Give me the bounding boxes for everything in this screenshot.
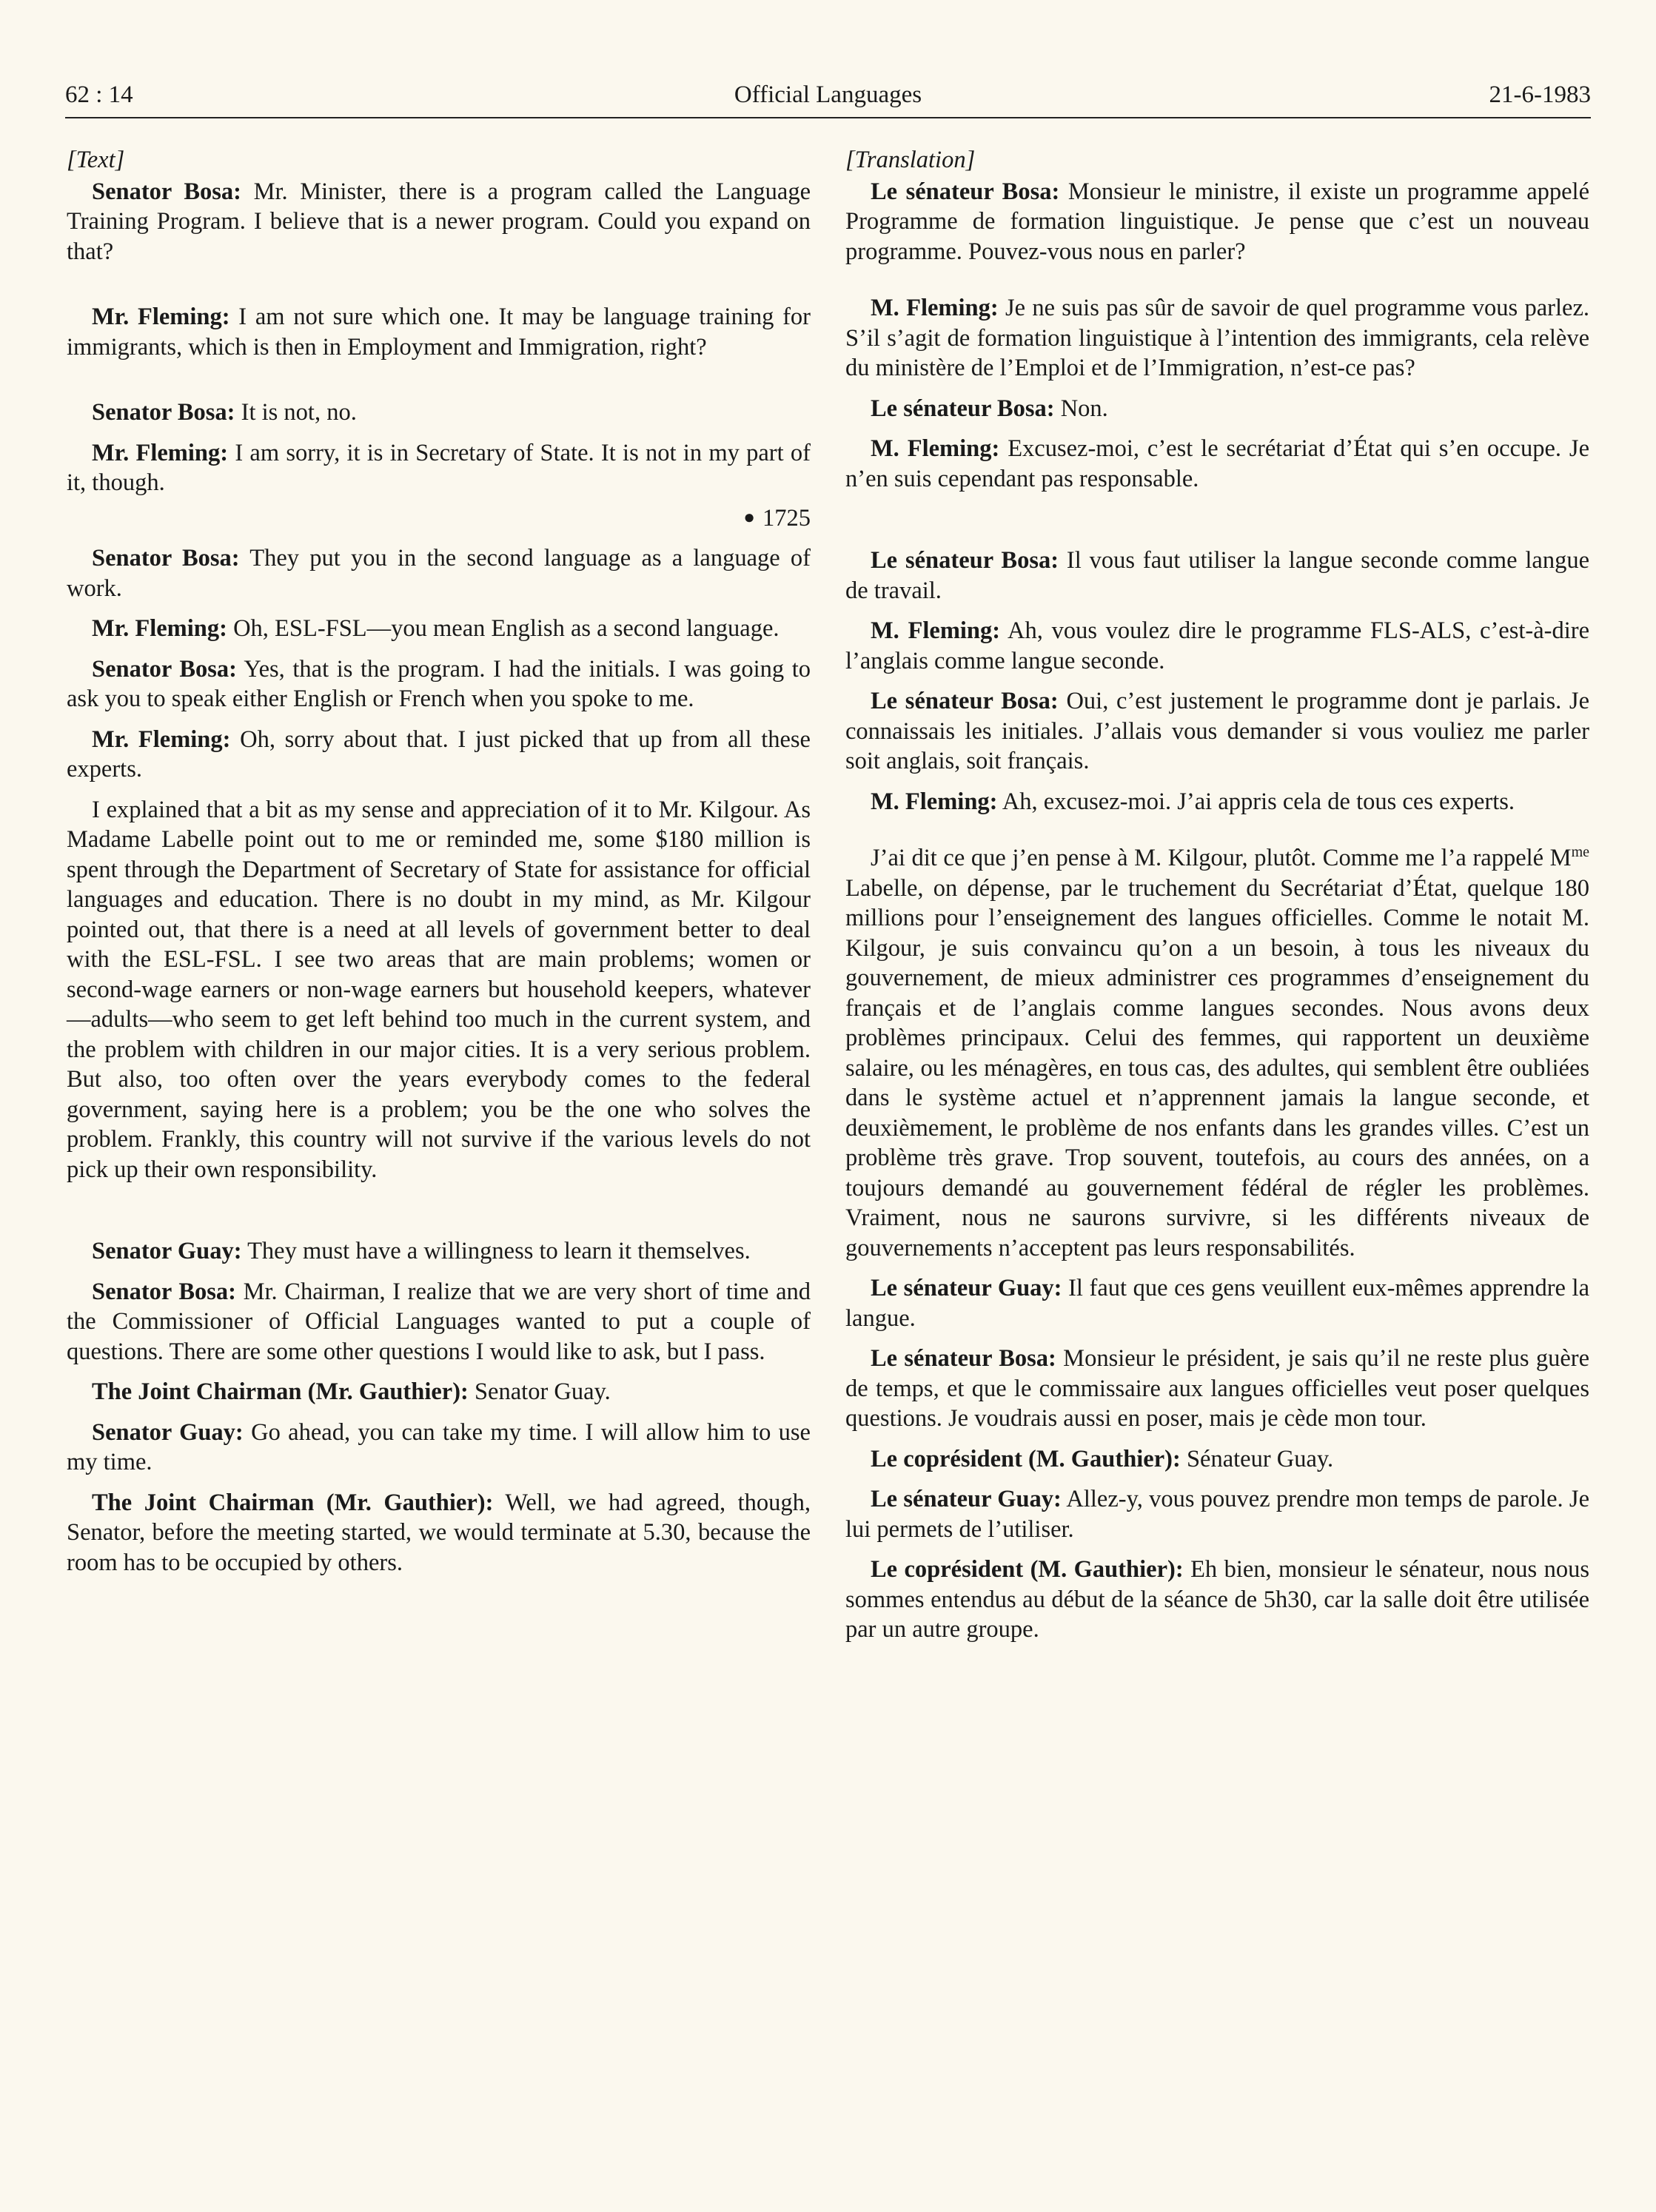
speaker-name: Mr. Fleming: [92, 725, 231, 753]
english-column [67, 145, 811, 1578]
time-marker [67, 503, 811, 534]
transcript-paragraph [845, 1444, 1589, 1475]
speaker-name: Le sénateur Bosa: [871, 178, 1060, 205]
speech-text: Eh bien, monsieur le sénateur, nous nous sommes entendus au début de la séance de 5h30, car la salle doit être utilisée par un autre groupe. [845, 1556, 1589, 1643]
transcript-paragraph [67, 1377, 811, 1407]
transcript-paragraph [845, 546, 1589, 606]
speech-text: J’ai dit ce que j’en pense à M. Kilgour, plutôt. Comme me l’a rappelé M [871, 845, 1572, 871]
speech-text: Monsieur le président, je sais qu’il ne reste plus guère de temps, et que le commissaire aux langues officielles veut poser quelques questions. Je voudrais aussi en poser, mais je cède mon tour. [845, 1345, 1589, 1432]
speaker-name: Le sénateur Bosa: [871, 547, 1059, 574]
speech-text: I am not sure which one. It may be language training for immigrants, which is then in Employment and Immigration, right? [67, 304, 811, 361]
speech-text: Sénateur Guay. [1180, 1445, 1334, 1472]
speaker-name: Le sénateur Guay: [871, 1486, 1062, 1512]
speaker-name: Mr. Fleming: [92, 304, 230, 330]
transcript-paragraph [845, 177, 1589, 267]
transcript-paragraph [67, 1236, 811, 1267]
transcript-paragraph [67, 654, 811, 714]
speaker-name: M. Fleming: [871, 788, 998, 815]
french-column [845, 145, 1589, 1645]
speech-text: Yes, that is the program. I had the initials. I was going to ask you to speak either English or French when you spoke to me. [67, 655, 811, 712]
page-number: 62 : 14 [65, 81, 133, 108]
transcript-paragraph [845, 616, 1589, 676]
transcript-paragraph [845, 787, 1589, 817]
superscript-abbrev: me [1571, 844, 1589, 861]
speaker-name: Senator Bosa: [92, 545, 240, 572]
speech-text: Go ahead, you can take my time. I will allow him to use my time. [67, 1418, 811, 1475]
transcript-paragraph [67, 398, 811, 428]
transcript-paragraph [845, 1344, 1589, 1434]
speech-text: I explained that a bit as my sense and appreciation of it to Mr. Kilgour. As Madame Labelle point out to me or reminded me, some $180 million is spent through the Department of Secretary of State for assistance for official languages and education. There is no doubt in my mind, as Mr. Kilgour pointed out, that there is a need at all levels of government better to deal with the ESL-FSL. I see two areas that are main problems; women or second-wage earners or non-wage earners but household keepers, whatever—adults—who seem to get left behind too much in the current system, and the problem with children in our major cities. It is a very serious problem. But also, too often over the years everybody comes to the federal government, saying here is a problem; you be the one who solves the problem. Frankly, this country will not survive if the various levels do not pick up their own responsibility. [67, 796, 811, 1183]
speaker-name: Le coprésident (M. Gauthier): [871, 1556, 1184, 1583]
transcript-paragraph [845, 843, 1589, 1263]
speech-text: Oh, sorry about that. I just picked that up from all these experts. [67, 725, 811, 782]
transcript-paragraph [67, 1418, 811, 1478]
speaker-name: M. Fleming: [871, 435, 1000, 462]
transcript-paragraph [67, 177, 811, 267]
time-marker-value: 1725 [762, 504, 811, 532]
speaker-name: Le sénateur Bosa: [871, 1345, 1056, 1372]
speaker-name: Senator Guay: [92, 1238, 242, 1264]
speaker-name: Senator Bosa: [92, 655, 237, 683]
speech-text: It is not, no. [235, 399, 357, 426]
speech-text: Mr. Chairman, I realize that we are very short of time and the Commissioner of Official Languages wanted to put a couple of questions. There are some other questions I would like to ask, but I pass. [67, 1278, 811, 1365]
speaker-name: M. Fleming: [871, 617, 1001, 644]
bullet-icon: ● [743, 506, 755, 528]
speech-text: Il vous faut utiliser la langue seconde comme langue de travail. [845, 547, 1589, 604]
speaker-name: Senator Guay: [92, 1418, 244, 1446]
section-label: [Translation] [845, 147, 976, 173]
speech-text: Mr. Minister, there is a program called the Language Training Program. I believe that is a newer program. Could you expand on that? [67, 178, 811, 265]
speech-text: Monsieur le ministre, il existe un programme appelé Programme de formation linguistique. Je pense que c’est un nouveau programme. Pouvez-vous nous en parler? [845, 178, 1589, 265]
speaker-name: Le sénateur Guay: [871, 1275, 1062, 1301]
transcript-paragraph [67, 1277, 811, 1367]
speech-text: Oh, ESL-FSL—you mean English as a second language. [227, 615, 780, 642]
speech-text: Excusez-moi, c’est le secrétariat d’État qui s’en occupe. Je n’en suis cependant pas responsable. [845, 435, 1589, 492]
page-date: 21-6-1983 [1489, 81, 1591, 108]
speech-text: Oui, c’est justement le programme dont je parlais. Je connaissais les initiales. J’allais vous demander si vous vouliez me parler soit anglais, soit français. [845, 688, 1589, 774]
transcript-paragraph [845, 1555, 1589, 1645]
transcript-paragraph [845, 293, 1589, 383]
transcript-paragraph [845, 394, 1589, 424]
speech-text: Allez-y, vous pouvez prendre mon temps de parole. Je lui permets de l’utiliser. [845, 1486, 1589, 1543]
speech-text: Ah, excusez-moi. J’ai appris cela de tous ces experts. [997, 788, 1515, 815]
running-title: Official Languages [734, 81, 922, 108]
page-header [65, 76, 1591, 118]
transcript-paragraph [67, 1488, 811, 1578]
transcript-paragraph [67, 438, 811, 498]
speaker-name: The Joint Chairman (Mr. Gauthier): [92, 1378, 469, 1405]
speech-text: Well, we had agreed, though, Senator, before the meeting started, we would terminate at 5.30, because the room has to be occupied by others. [67, 1489, 811, 1576]
speaker-name: Mr. Fleming: [92, 615, 227, 642]
speaker-name: Senator Bosa: [92, 1278, 237, 1305]
speaker-name: Senator Bosa: [92, 399, 235, 426]
speech-text: Labelle, on dépense, par le truchement du Secrétariat d’État, quelque 180 millions pour l’enseignement des langues officielles. Comme le notait M. Kilgour, je suis convaincu qu’on a un besoin, à tous les niveaux du gouvernement, de mieux administrer ces programmes d’enseignement du français et de l’anglais comme langues secondes. Nous avons deux problèmes principaux. Celui des femmes, qui rapportent un deuxième salaire, ou les ménagères, en tous cas, des adultes, qui semblent être oubliées dans le système actuel et n’apprennent jamais la langue seconde, et deuxièmement, le problème de nos enfants dans les grandes villes. C’est un problème très grave. Trop souvent, toutefois, au cours des années, on a toujours demandé au gouvernement fédéral de régler les problèmes. Vraiment, nous ne saurons survivre, si les différents niveaux de gouvernements n’acceptent pas leurs responsabilités. [845, 874, 1589, 1261]
transcript-paragraph [67, 543, 811, 603]
transcript-paragraph [845, 1484, 1589, 1544]
speaker-name: The Joint Chairman (Mr. Gauthier): [92, 1489, 494, 1516]
transcript-paragraph [845, 434, 1589, 494]
speech-text: Senator Guay. [468, 1378, 611, 1405]
speaker-name: Mr. Fleming: [92, 439, 229, 466]
transcript-paragraph [845, 686, 1589, 777]
speech-text: They must have a willingness to learn it themselves. [241, 1238, 751, 1264]
speaker-name: Le sénateur Bosa: [871, 395, 1055, 422]
transcript-paragraph [67, 795, 811, 1185]
transcript-paragraph [845, 1273, 1589, 1333]
speech-text: They put you in the second language as a language of work. [67, 545, 811, 602]
speech-text: Je ne suis pas sûr de savoir de quel programme vous parlez. S’il s’agit de formation linguistique à l’intention des immigrants, cela relève du ministère de l’Emploi et de l’Immigration, n’est-ce pas? [845, 295, 1589, 381]
speaker-name: Senator Bosa: [92, 178, 241, 205]
transcript-paragraph [67, 614, 811, 644]
speaker-name: Le coprésident (M. Gauthier): [871, 1445, 1181, 1472]
speech-text: Non. [1054, 395, 1108, 422]
section-label: [Text] [67, 147, 125, 173]
speech-text: I am sorry, it is in Secretary of State. It is not in my part of it, though. [67, 439, 811, 496]
speaker-name: Le sénateur Bosa: [871, 688, 1059, 714]
transcript-paragraph [67, 725, 811, 785]
speech-text: Ah, vous voulez dire le programme FLS-ALS, c’est-à-dire l’anglais comme langue seconde. [845, 617, 1589, 674]
speech-text: Il faut que ces gens veuillent eux-mêmes apprendre la langue. [845, 1275, 1589, 1332]
transcript-paragraph [67, 302, 811, 362]
speaker-name: M. Fleming: [871, 295, 999, 321]
